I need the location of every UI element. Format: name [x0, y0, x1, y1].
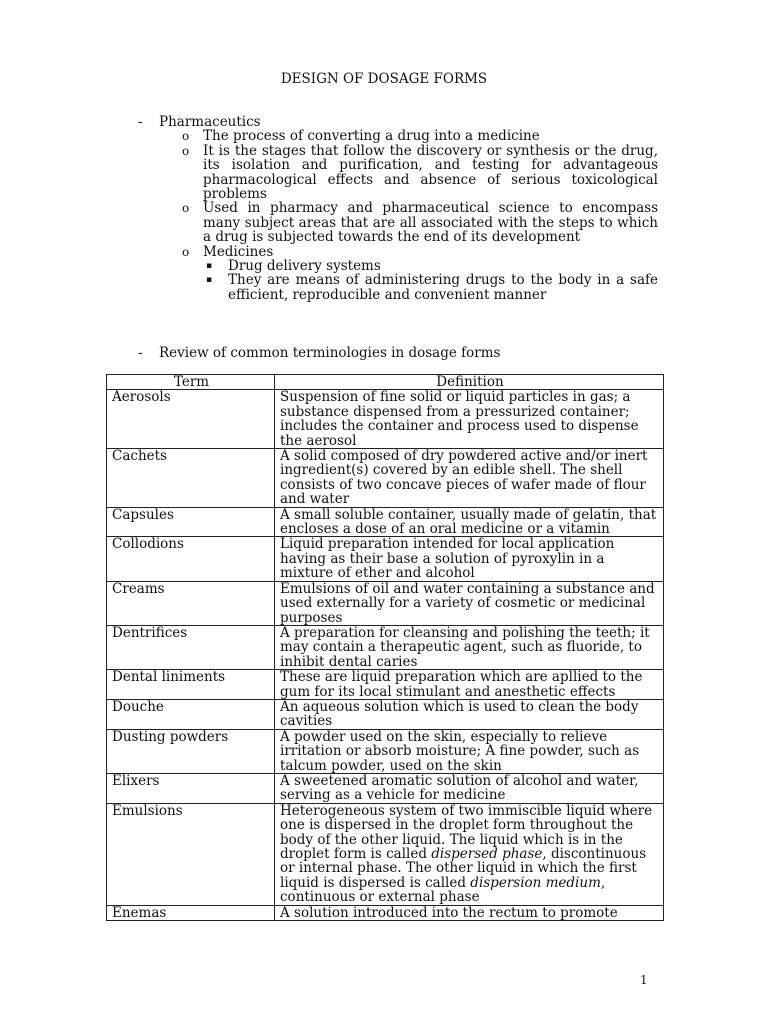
table-row [107, 699, 664, 729]
term-cell: Collodions [107, 537, 275, 581]
list-item-text: The process of converting a drug into a medicine [203, 128, 540, 145]
definition-cell: A powder used on the skin, especially to relieve irritation or absorb moisture; A fine powder, such as talcum powder, used on the skin [275, 729, 664, 773]
table-row [107, 773, 664, 803]
section-pharmaceutics [138, 115, 658, 302]
list-item-text: It is the stages that follow the discovery or synthesis or the drug, its isolation and purification, and testing for advantageous pharmacological effects and absence of serious toxicological problems [203, 142, 658, 203]
definition-cell: A preparation for cleansing and polishing the teeth; it may contain a therapeutic agent, such as fluoride, to inhibit dental caries [275, 625, 664, 669]
list-item-text: Used in pharmacy and pharmaceutical science to encompass many subject areas that are all associated with the steps to which a drug is subjected towards the end of its development [203, 200, 658, 246]
dash-bullet: - [138, 114, 143, 130]
list-item [138, 144, 658, 202]
definition-cell: Emulsions of oil and water containing a substance and used externally for a variety of cosmetic or medicinal purposes [275, 581, 664, 625]
emphasis-term: dispersion medium [470, 874, 601, 891]
section-heading [138, 346, 658, 360]
sub-list [138, 259, 658, 302]
circle-bullet: o [182, 143, 190, 158]
emphasis-term: dispersed phase [431, 846, 543, 862]
definition-cell: An aqueous solution which is used to clean the body cavities [275, 699, 664, 729]
table-row [107, 625, 664, 669]
term-cell: Enemas [107, 905, 275, 920]
column-header-term: Term [107, 375, 275, 390]
circle-bullet: o [182, 129, 190, 144]
term-cell: Cachets [107, 449, 275, 508]
definition-cell [275, 803, 664, 905]
table-row [107, 390, 664, 449]
list-item [138, 245, 658, 259]
sub-list-item-text: Drug delivery systems [228, 258, 381, 275]
page-title: DESIGN OF DOSAGE FORMS [280, 71, 488, 87]
column-header-definition: Definition [275, 375, 664, 390]
square-bullet: ▪ [206, 261, 213, 272]
definition-text: , discontinuous or internal phase. The other liquid in which the first liquid is dispersed is called [280, 846, 647, 891]
outline-list [138, 129, 658, 259]
section-heading-text: Review of common terminologies in dosage forms [159, 345, 501, 361]
term-cell: Douche [107, 699, 275, 729]
list-item [138, 201, 658, 244]
table-row [107, 449, 664, 508]
section-heading-text: Pharmaceutics [159, 114, 261, 130]
table-row [107, 581, 664, 625]
section-heading [138, 115, 658, 129]
page-number: 1 [640, 973, 648, 987]
definition-cell: Suspension of fine solid or liquid particles in gas; a substance dispensed from a pressurized container; includes the container and process used to dispense the aerosol [275, 390, 664, 449]
definition-cell: These are liquid preparation which are apllied to the gum for its local stimulant and anesthetic effects [275, 670, 664, 700]
definition-text: Heterogeneous system of two immiscible liquid where one is dispersed in the droplet form throughout the body of the other liquid. The liquid which is in the droplet form is called [280, 802, 653, 862]
table-row [107, 670, 664, 700]
term-cell: Dusting powders [107, 729, 275, 773]
term-cell: Dentrifices [107, 625, 275, 669]
term-cell: Elixers [107, 773, 275, 803]
list-item-text: Medicines [203, 243, 274, 260]
term-cell: Dental liniments [107, 670, 275, 700]
circle-bullet: o [182, 244, 190, 259]
list-item [138, 129, 658, 143]
section-review [138, 346, 658, 360]
table-row [107, 537, 664, 581]
definition-cell: A sweetened aromatic solution of alcohol and water, serving as a vehicle for medicine [275, 773, 664, 803]
term-cell: Capsules [107, 507, 275, 537]
table-row [107, 905, 664, 920]
term-cell: Creams [107, 581, 275, 625]
term-cell: Aerosols [107, 390, 275, 449]
sub-list-item [183, 259, 658, 273]
definition-cell: A small soluble container, usually made of gelatin, that encloses a dose of an oral medicine or a vitamin [275, 507, 664, 537]
table-row [107, 729, 664, 773]
term-cell: Emulsions [107, 803, 275, 905]
square-bullet: ▪ [206, 275, 213, 286]
sub-list-item-text: They are means of administering drugs to the body in a safe efficient, reproducible and convenient manner [228, 272, 658, 303]
terminology-table [106, 374, 664, 921]
table-row [107, 803, 664, 905]
table-header-row [107, 375, 664, 390]
dash-bullet: - [138, 345, 143, 361]
definition-cell: Liquid preparation intended for local application having as their base a solution of pyroxylin in a mixture of ether and alcohol [275, 537, 664, 581]
circle-bullet: o [182, 201, 190, 216]
sub-list-item [183, 273, 658, 302]
definition-cell: A solution introduced into the rectum to promote [275, 905, 664, 920]
definition-text: , continuous or external phase [280, 874, 606, 906]
definition-cell: A solid composed of dry powdered active and/or inert ingredient(s) covered by an edible shell. The shell consists of two concave pieces of wafer made of flour and water [275, 449, 664, 508]
table-row [107, 507, 664, 537]
